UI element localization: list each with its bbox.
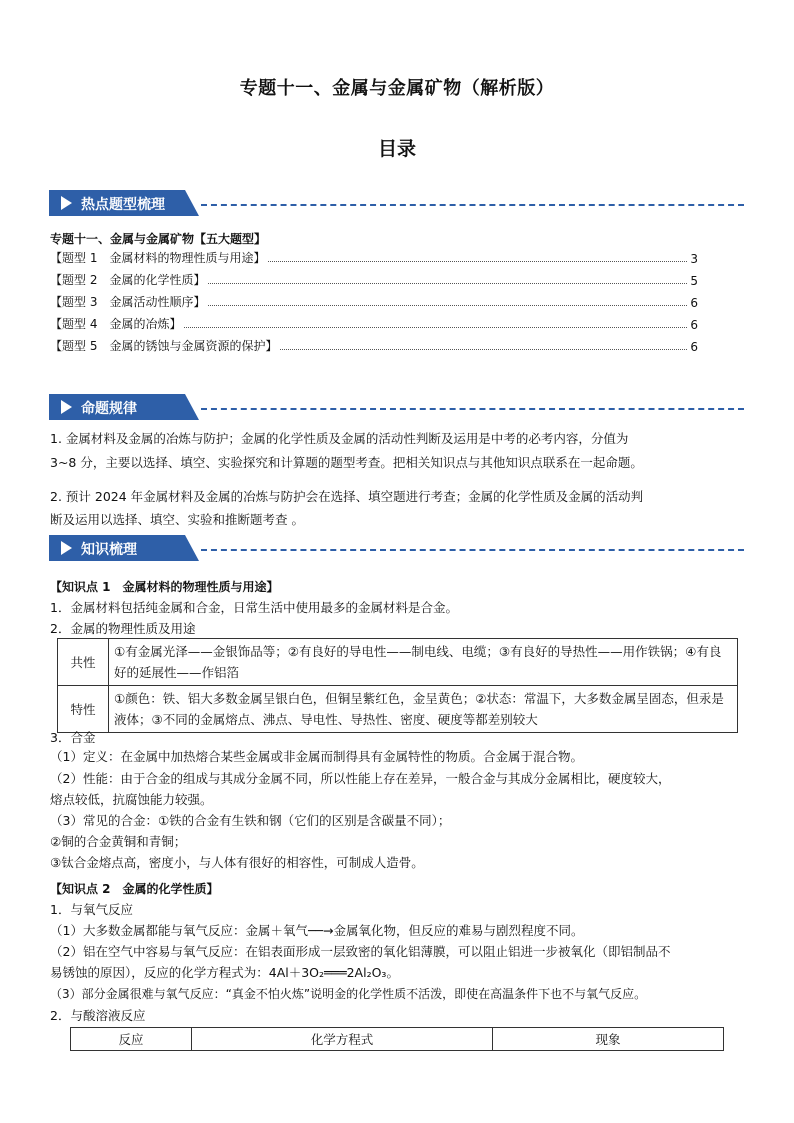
toc-item-label: 【题型 4 金属的冶炼】 (50, 317, 182, 331)
table-row-head: 共性 (58, 639, 109, 686)
kp2-line: （2）铝在空气中容易与氧气反应：在铝表面形成一层致密的氧化铝薄膜，可以阻止铝进一步被氧化（即铝制品不 (50, 944, 671, 959)
kp1-line: 熔点较低，抗腐蚀能力较强。 (50, 792, 213, 807)
section-label: 命题规律 (81, 401, 137, 417)
section-label: 知识梳理 (81, 542, 137, 558)
knowledge-point-1-heading: 【知识点 1 金属材料的物理性质与用途】 (50, 580, 279, 594)
kp1-line: ③钛合金熔点高，密度小，与人体有很好的相容性，可制成人造骨。 (50, 855, 424, 870)
table-row (58, 639, 738, 686)
toc-item-page: 6 (690, 318, 698, 332)
toc-item-page: 6 (690, 340, 698, 354)
dashed-divider (201, 549, 744, 551)
rule-paragraph-1-line-2: 3~8 分，主要以选择、填空、实验探究和计算题的题型考查。把相关知识点与其他知识点联系在一起命题。 (50, 455, 643, 470)
toc-item-4[interactable] (50, 314, 698, 332)
toc-item-label: 【题型 3 金属活动性顺序】 (50, 295, 206, 309)
play-arrow-icon (61, 400, 72, 414)
kp1-line: 3．合金 (50, 730, 96, 745)
kp2-line: （3）部分金属很难与氧气反应：“真金不怕火炼”说明金的化学性质不活泼，即使在高温条件下也不与氧气反应。 (50, 987, 647, 1001)
acid-reaction-table (70, 1027, 724, 1051)
toc-item-3[interactable] (50, 292, 698, 310)
dashed-divider (201, 204, 744, 206)
kp2-line: 易锈蚀的原因），反应的化学方程式为：4Al＋3O₂═══2Al₂O₃。 (50, 965, 399, 980)
kp1-line: 1．金属材料包括纯金属和合金，日常生活中使用最多的金属材料是合金。 (50, 600, 458, 615)
table-row (58, 686, 738, 733)
play-arrow-icon (61, 196, 72, 210)
toc-item-page: 3 (690, 252, 698, 266)
kp2-line: 1．与氧气反应 (50, 902, 133, 917)
table-cell: ①颜色：铁、铝大多数金属呈银白色，但铜呈紫红色，金呈黄色；②状态：常温下，大多数金属呈固态，但汞是液体；③不同的金属熔点、沸点、导电性、导热性、密度、硬度等都差别较大 (109, 686, 738, 733)
document-title: 专题十一、金属与金属矿物（解析版） (239, 78, 555, 99)
section-label: 热点题型梳理 (81, 197, 165, 213)
rule-paragraph-1-line-1: 1. 金属材料及金属的冶炼与防护；金属的化学性质及金属的活动性判断及运用是中考的必考内容，分值为 (50, 431, 629, 446)
toc-title: 目录 (377, 138, 416, 160)
play-arrow-icon (61, 541, 72, 555)
rule-paragraph-2-line-2: 断及运用以选择、填空、实验和推断题考查 。 (50, 512, 304, 527)
toc-item-label: 【题型 5 金属的锈蚀与金属资源的保护】 (50, 339, 278, 353)
column-header: 反应 (71, 1028, 192, 1051)
kp2-line: 2．与酸溶液反应 (50, 1008, 146, 1023)
toc-item-label: 【题型 1 金属材料的物理性质与用途】 (50, 251, 266, 265)
kp1-line: （3）常见的合金：①铁的合金有生铁和钢（它们的区别是含碳量不同）； (50, 813, 451, 828)
rule-paragraph-2-line-1: 2. 预计 2024 年金属材料及金属的冶炼与防护会在选择、填空题进行考查；金属的化学性质及金属的活动判 (50, 489, 644, 504)
column-header: 现象 (493, 1028, 724, 1051)
toc-item-label: 【题型 2 金属的化学性质】 (50, 273, 206, 287)
dashed-divider (201, 408, 744, 410)
toc-heading: 专题十一、金属与金属矿物【五大题型】 (50, 232, 267, 246)
kp2-line: （1）大多数金属都能与氧气反应：金属＋氧气──→金属氧化物，但反应的难易与剧烈程度不同。 (50, 923, 584, 938)
table-header-row (71, 1028, 724, 1051)
table-cell: ①有金属光泽——金银饰品等；②有良好的导电性——制电线、电缆；③有良好的导热性——用作铁锅；④有良好的延展性——作铝箔 (109, 639, 738, 686)
toc-item-page: 5 (690, 274, 698, 288)
physical-properties-table (57, 638, 738, 733)
kp1-line: 2．金属的物理性质及用途 (50, 621, 196, 636)
toc-item-page: 6 (690, 296, 698, 310)
kp1-line: （2）性能：由于合金的组成与其成分金属不同，所以性能上存在差异，一般合金与其成分金属相比，硬度较大， (50, 771, 671, 786)
toc-item-1[interactable] (50, 248, 698, 266)
knowledge-point-2-heading: 【知识点 2 金属的化学性质】 (50, 882, 219, 896)
table-row-head: 特性 (58, 686, 109, 733)
kp1-line: ②铜的合金黄铜和青铜； (50, 834, 187, 849)
toc-item-2[interactable] (50, 270, 698, 288)
kp1-line: （1）定义：在金属中加热熔合某些金属或非金属而制得具有金属特性的物质。合金属于混合物。 (50, 749, 583, 764)
toc-item-5[interactable] (50, 336, 698, 354)
column-header: 化学方程式 (192, 1028, 493, 1051)
